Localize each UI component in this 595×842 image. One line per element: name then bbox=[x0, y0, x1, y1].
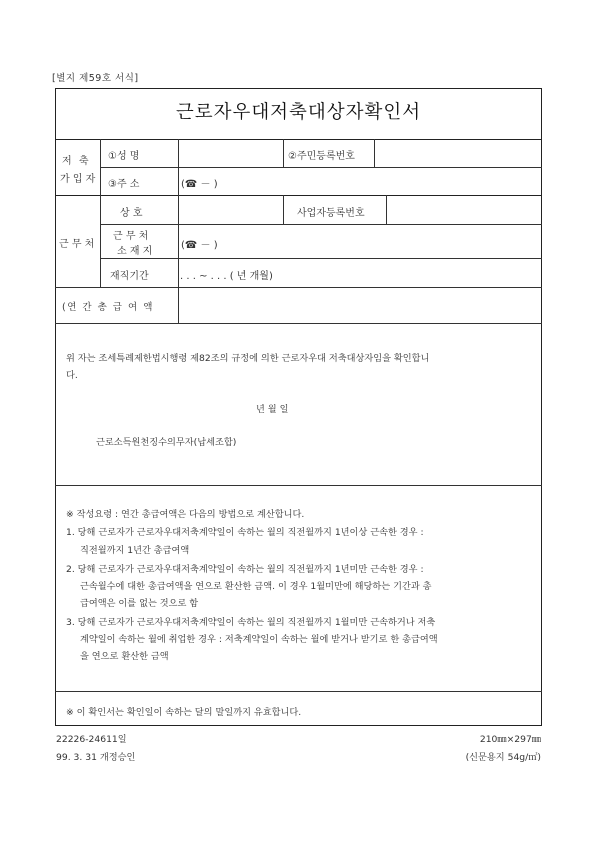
section-divider bbox=[55, 485, 542, 486]
col-divider bbox=[283, 139, 284, 167]
annual-salary-label: (연 간 총 급 여 액 bbox=[62, 302, 154, 313]
address-phone[interactable]: (☎ － ) bbox=[181, 179, 218, 190]
col-divider bbox=[100, 139, 101, 287]
subscriber-section-label: 저 축 bbox=[62, 156, 91, 167]
rrn-label: ②주민등록번호 bbox=[288, 151, 355, 162]
row-divider bbox=[55, 287, 542, 288]
rrn-field[interactable] bbox=[376, 141, 540, 165]
biz-no-label: 사업자등록번호 bbox=[297, 208, 365, 219]
statement-text: 위 자는 조세특례제한법시행령 제82조의 규정에 의한 근로자우대 저축대상자임을 확인합니 bbox=[66, 353, 430, 364]
note-item: 근속월수에 대한 총급여액을 연으로 환산한 금액. 이 경우 1월미만에 해당하는 기간과 총 bbox=[80, 581, 432, 592]
paper-size: 210㎜×297㎜ bbox=[479, 734, 541, 745]
annual-salary-field[interactable] bbox=[180, 289, 540, 321]
col-divider bbox=[283, 195, 284, 224]
row-divider bbox=[55, 323, 542, 324]
workplace-section-label: 근 무 처 bbox=[59, 239, 95, 250]
note-item: 1. 당해 근로자가 근로자우대저축계약일이 속하는 월의 직전월까지 1년이상 근속한 경우 : bbox=[66, 527, 424, 538]
col-divider bbox=[178, 139, 179, 323]
note-item: 3. 당해 근로자가 근로자우대저축계약일이 속하는 월의 직전월까지 1월미만 근속하거나 저축 bbox=[66, 617, 436, 628]
location-phone[interactable]: (☎ － ) bbox=[181, 240, 218, 251]
issuer-label: 근로소득원천징수의무자(납세조합) bbox=[96, 437, 237, 448]
statement-text: 다. bbox=[66, 370, 78, 381]
address-label: ③주 소 bbox=[108, 179, 140, 190]
note-item: 을 연으로 환산한 금액 bbox=[80, 651, 169, 662]
row-divider bbox=[100, 258, 542, 259]
name-label: ①성 명 bbox=[108, 151, 140, 162]
subscriber-section-label: 가 입 자 bbox=[60, 174, 96, 185]
paper-type: (신문용지 54g/㎡) bbox=[465, 752, 541, 763]
date-line: 년 월 일 bbox=[256, 404, 289, 415]
location-label: 소 재 지 bbox=[117, 246, 153, 257]
col-divider bbox=[386, 195, 387, 224]
section-divider bbox=[55, 691, 542, 692]
col-divider bbox=[374, 139, 375, 167]
location-label: 근 무 처 bbox=[113, 231, 149, 242]
trade-name-field[interactable] bbox=[180, 197, 281, 222]
note-item: 2. 당해 근로자가 근로자우대저축계약일이 속하는 월의 직전월까지 1년미만 근속한 경우 : bbox=[66, 564, 424, 575]
validity-note: ※ 이 확인서는 확인일이 속하는 달의 말일까지 유효합니다. bbox=[66, 707, 302, 718]
tenure-label: 재직기간 bbox=[110, 271, 149, 282]
name-field[interactable] bbox=[180, 141, 281, 165]
notes-heading: ※ 작성요령 : 연간 총급여액은 다음의 방법으로 계산합니다. bbox=[66, 509, 305, 520]
biz-no-field[interactable] bbox=[388, 197, 540, 222]
row-divider bbox=[100, 167, 542, 168]
note-item: 급여액은 이를 없는 것으로 함 bbox=[80, 598, 199, 609]
form-code: 22226-24611일 bbox=[56, 734, 127, 745]
note-item: 직전월까지 1년간 총급여액 bbox=[80, 545, 190, 556]
form-number-label: [별지 제59호 서식] bbox=[52, 73, 139, 84]
title-divider bbox=[55, 139, 542, 140]
section-divider bbox=[55, 195, 542, 196]
trade-name-label: 상 호 bbox=[120, 208, 143, 219]
form-title: 근로자우대저축대상자확인서 bbox=[175, 102, 422, 123]
note-item: 계약일이 속하는 월에 취업한 경우 : 저축계약일이 속하는 월에 받거나 받기로 한 총급여액 bbox=[80, 634, 438, 645]
approval-date: 99. 3. 31 개정승인 bbox=[56, 752, 136, 763]
row-divider bbox=[100, 224, 542, 225]
tenure-value[interactable]: . . . ~ . . . ( 년 개월) bbox=[180, 271, 273, 282]
